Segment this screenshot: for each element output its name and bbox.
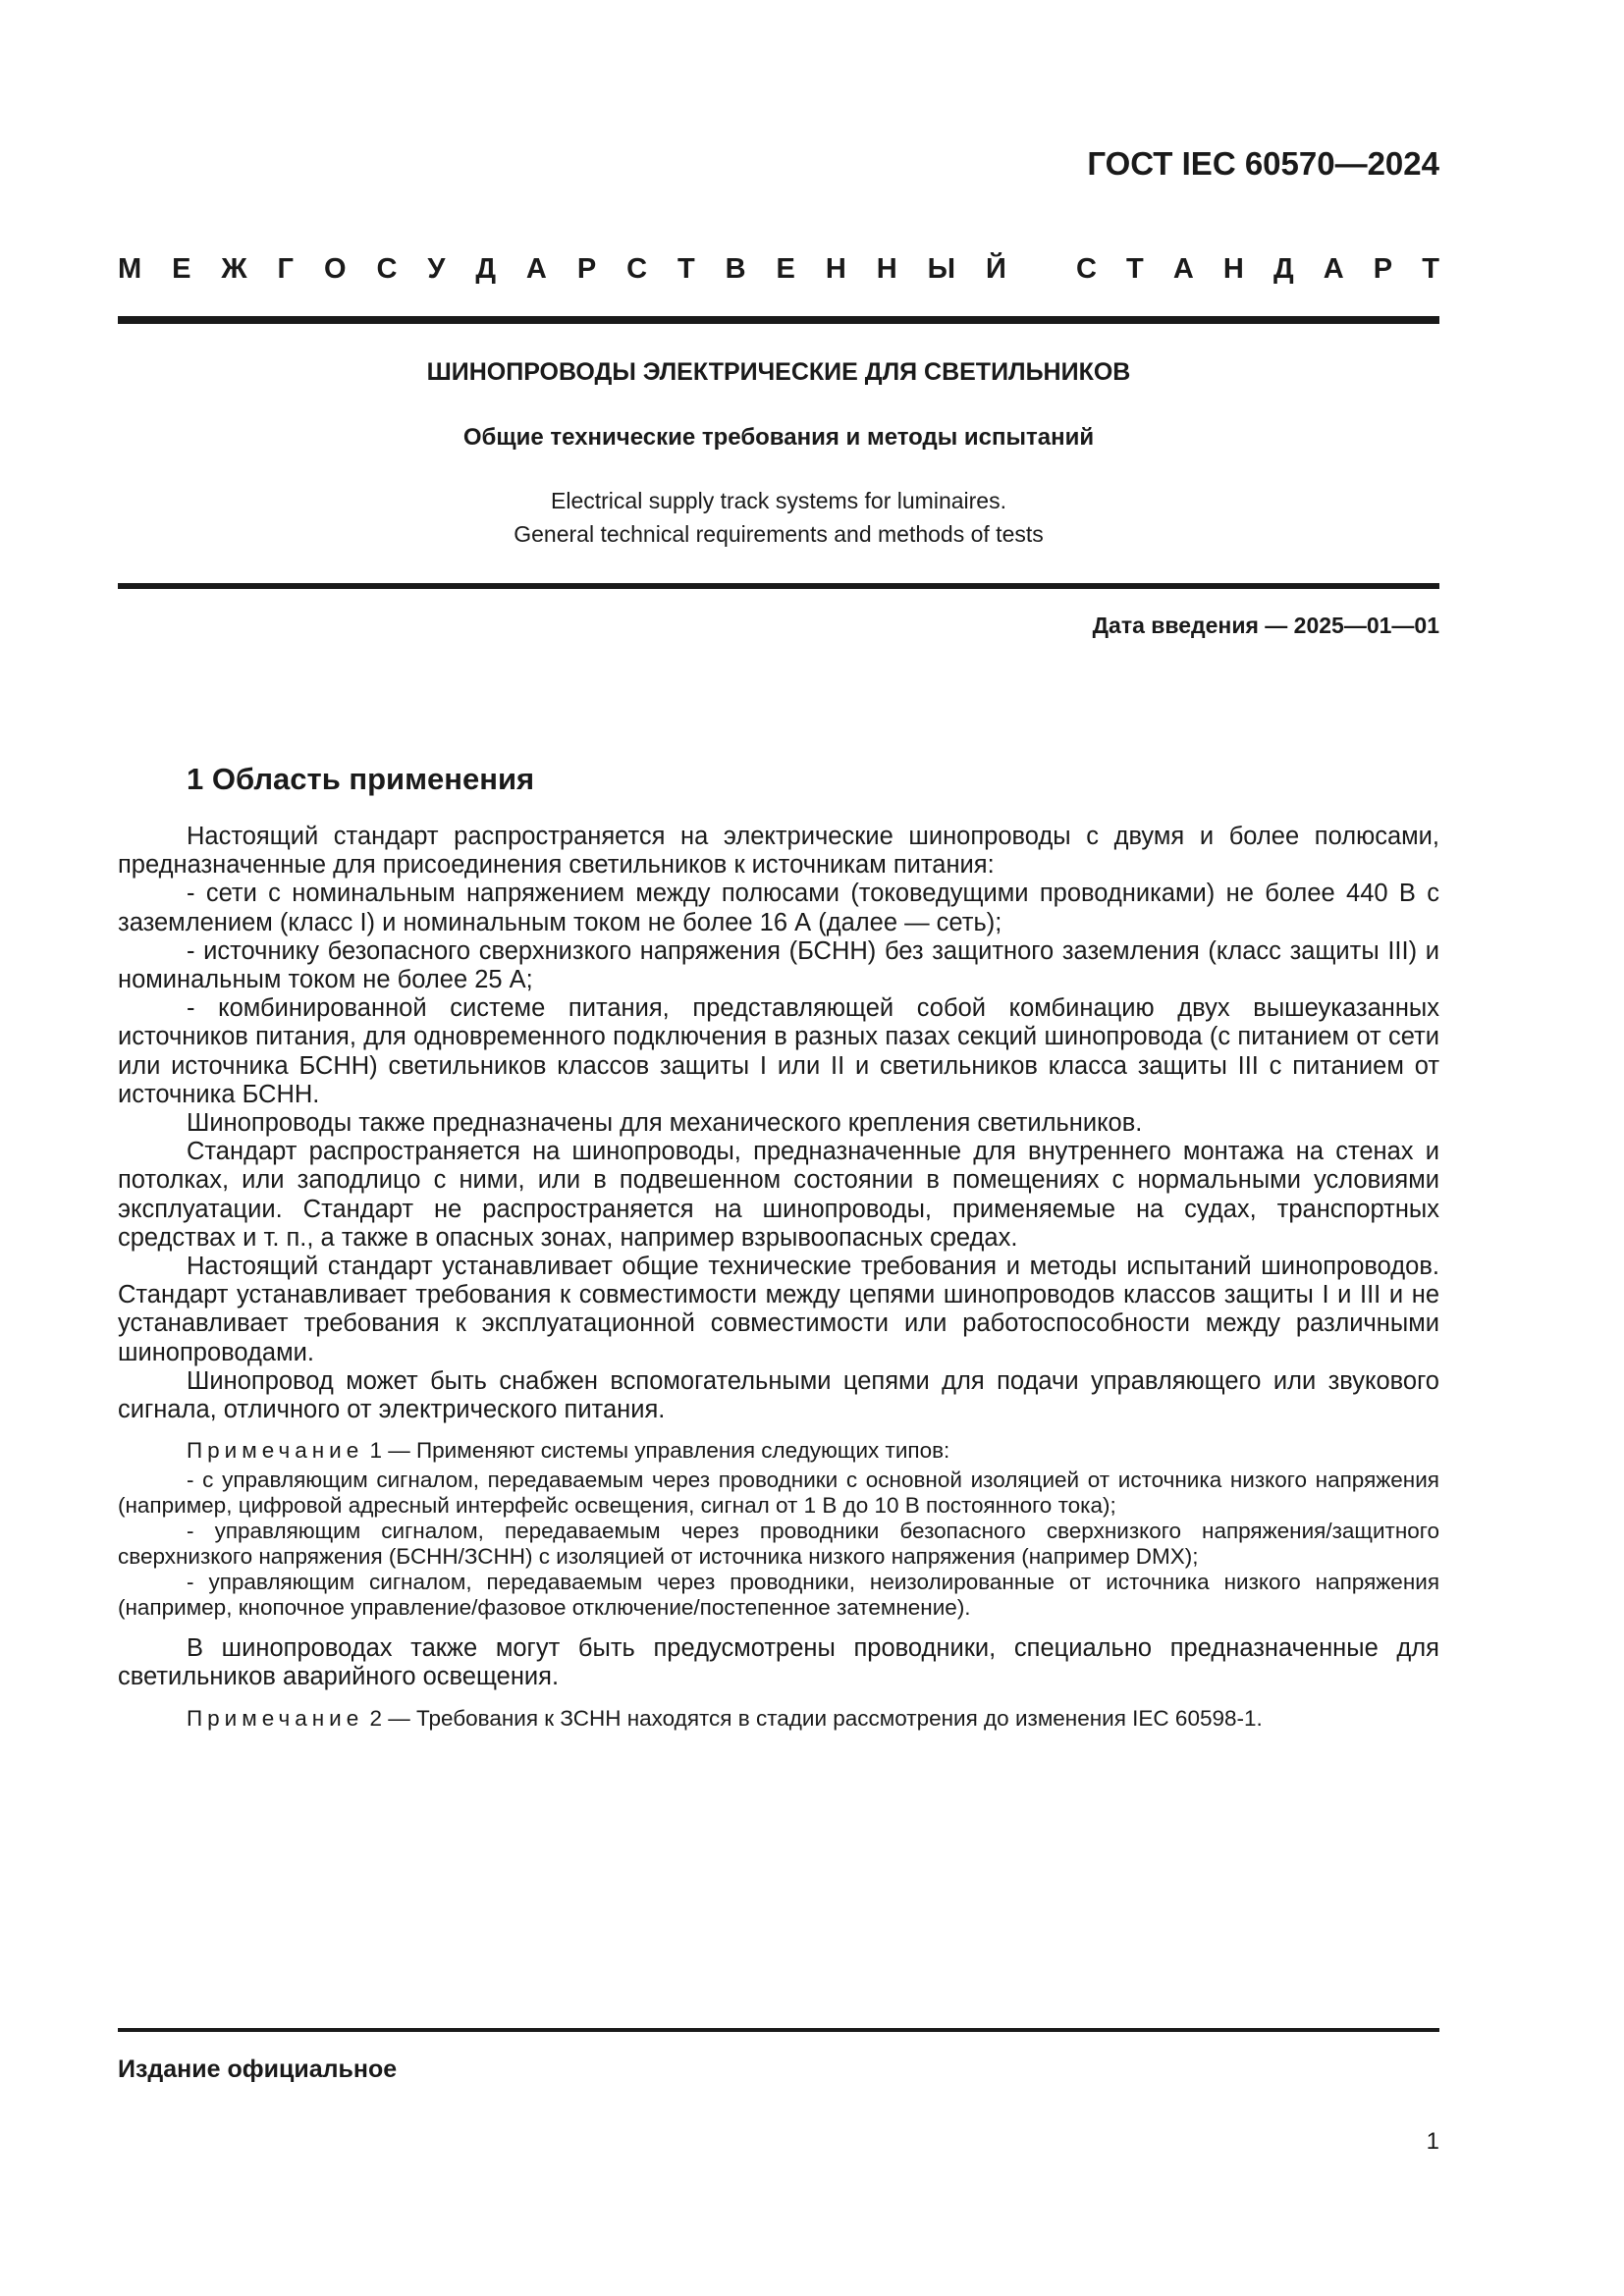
paragraph: Шинопроводы также предназначены для механического крепления светильников. <box>187 1109 1143 1138</box>
english-title-line-2: General technical requirements and methods of tests <box>514 521 1044 547</box>
section-heading: 1 Область применения <box>187 762 535 796</box>
introduction-date: Дата введения — 2025—01—01 <box>1092 613 1439 638</box>
paragraph: Шинопровод может быть снабжен вспомогательными цепями для подачи управляющего или звукового сигнала, отличного от электрического питания. <box>118 1366 1439 1424</box>
banner-letter: С <box>376 253 398 285</box>
list-item: - сети с номинальным напряжением между полюсами (токоведущими проводниками) не более 440 В с заземлением (класс I) и номинальным током не более 16 А (далее — сеть); <box>118 880 1439 936</box>
banner-letter: С <box>1076 253 1097 285</box>
note-1-item: - с управляющим сигналом, передаваемым через проводники с основной изоляцией от источника низкого напряжения (например, цифровой адресный интерфейс освещения, сигнал от 1 В до 10 В постоянного тока); <box>118 1468 1439 1519</box>
note-1-item: - управляющим сигналом, передаваемым через проводники безопасного сверхнизкого напряжения/защитного сверхнизкого напряжения (БСНН/ЗСНН) с изоляцией от источника низкого напряжения (например DMX); <box>118 1519 1439 1570</box>
banner-letter: С <box>626 253 648 285</box>
banner-letter: Й <box>985 253 1006 285</box>
banner-letter: Н <box>876 253 897 285</box>
standard-subtitle: Общие технические требования и методы испытаний <box>462 424 1095 451</box>
banner-letter: В <box>725 253 746 285</box>
banner-letter: Д <box>475 253 496 285</box>
banner-letter: Е <box>172 253 191 285</box>
banner-letter: Н <box>1222 253 1244 285</box>
note-1-item: - управляющим сигналом, передаваемым через проводники, неизолированные от источника низкого напряжения (например, кнопочное управление/фазовое отключение/постепенное затемнение). <box>118 1570 1439 1621</box>
footer-rule <box>118 2028 1439 2032</box>
banner-letter: О <box>323 253 347 285</box>
banner-letter: Г <box>277 253 294 285</box>
banner-letter: Т <box>677 253 695 285</box>
document-code: ГОСТ IEC 60570—2024 <box>1087 145 1439 182</box>
banner-letter: А <box>1172 253 1194 285</box>
banner-letter: М <box>118 253 142 285</box>
banner-word-standard <box>1076 253 1439 286</box>
page-number: 1 <box>1426 2128 1439 2155</box>
banner-letter: Р <box>1373 253 1393 285</box>
list-item: - комбинированной системе питания, представляющей собой комбинацию двух вышеуказанных источников питания, для одновременного подключения в разных пазах секций шинопровода (с питанием от сети или источника БСНН) светильников классов защиты I или II и светильников класса защиты III с питанием от источника БСНН. <box>118 994 1439 1108</box>
paragraph: Настоящий стандарт распространяется на электрические шинопроводы с двумя и более полюсами, предназначенные для присоединения светильников к источникам питания: <box>118 823 1439 880</box>
banner-letter: Ж <box>221 253 247 285</box>
note-1-text: 1 — Применяют системы управления следующих типов: <box>363 1438 950 1464</box>
note-2 <box>118 1706 1439 1732</box>
english-title-line-1: Electrical supply track systems for luminaires. <box>551 488 1006 513</box>
banner-letter: Р <box>576 253 597 285</box>
section-body <box>118 823 1439 1735</box>
english-title <box>118 484 1439 551</box>
banner-letter: Н <box>825 253 846 285</box>
banner-letter: Т <box>1422 253 1439 285</box>
interstate-standard-banner <box>118 253 1439 286</box>
banner-letter: Т <box>1126 253 1144 285</box>
note-1 <box>118 1438 1439 1464</box>
banner-letter: А <box>525 253 547 285</box>
list-item: - источнику безопасного сверхнизкого напряжения (БСНН) без защитного заземления (класс защиты III) и номинальным током не более 25 А; <box>118 936 1439 994</box>
paragraph: В шинопроводах также могут быть предусмотрены проводники, специально предназначенные для светильников аварийного освещения. <box>118 1634 1439 1691</box>
note-1-label: Примечание <box>187 1438 364 1464</box>
banner-letter: Е <box>776 253 795 285</box>
banner-word-interstate <box>118 253 1006 286</box>
banner-letter: Д <box>1272 253 1294 285</box>
paragraph: Стандарт распространяется на шинопроводы, предназначенные для внутреннего монтажа на стенах и потолках, или заподлицо с ними, или в подвешенном состоянии в помещениях с нормальными условиями эксплуатации. Стандарт не распространяется на шинопроводы, применяемые на судах, транспортных средствах и т. п., а также в опасных зонах, например взрывоопасных средах. <box>118 1138 1439 1252</box>
top-rule <box>118 316 1439 324</box>
paragraph: Настоящий стандарт устанавливает общие технические требования и методы испытаний шинопроводов. Стандарт устанавливает требования к совместимости между цепями шинопроводов классов защиты I и III и не устанавливает требования к эксплуатационной совместимости или работоспособности между различными шинопроводами. <box>118 1253 1439 1366</box>
standard-title: ШИНОПРОВОДЫ ЭЛЕКТРИЧЕСКИЕ ДЛЯ СВЕТИЛЬНИКОВ <box>426 358 1131 386</box>
title-bottom-rule <box>118 583 1439 589</box>
note-2-label: Примечание <box>187 1705 364 1731</box>
banner-letter: А <box>1323 253 1344 285</box>
edition-label: Издание официальное <box>118 2056 398 2083</box>
banner-letter: Ы <box>927 253 955 285</box>
banner-letter: У <box>427 253 446 285</box>
note-2-text: 2 — Требования к ЗСНН находятся в стадии рассмотрения до изменения IEC 60598-1. <box>363 1705 1263 1731</box>
